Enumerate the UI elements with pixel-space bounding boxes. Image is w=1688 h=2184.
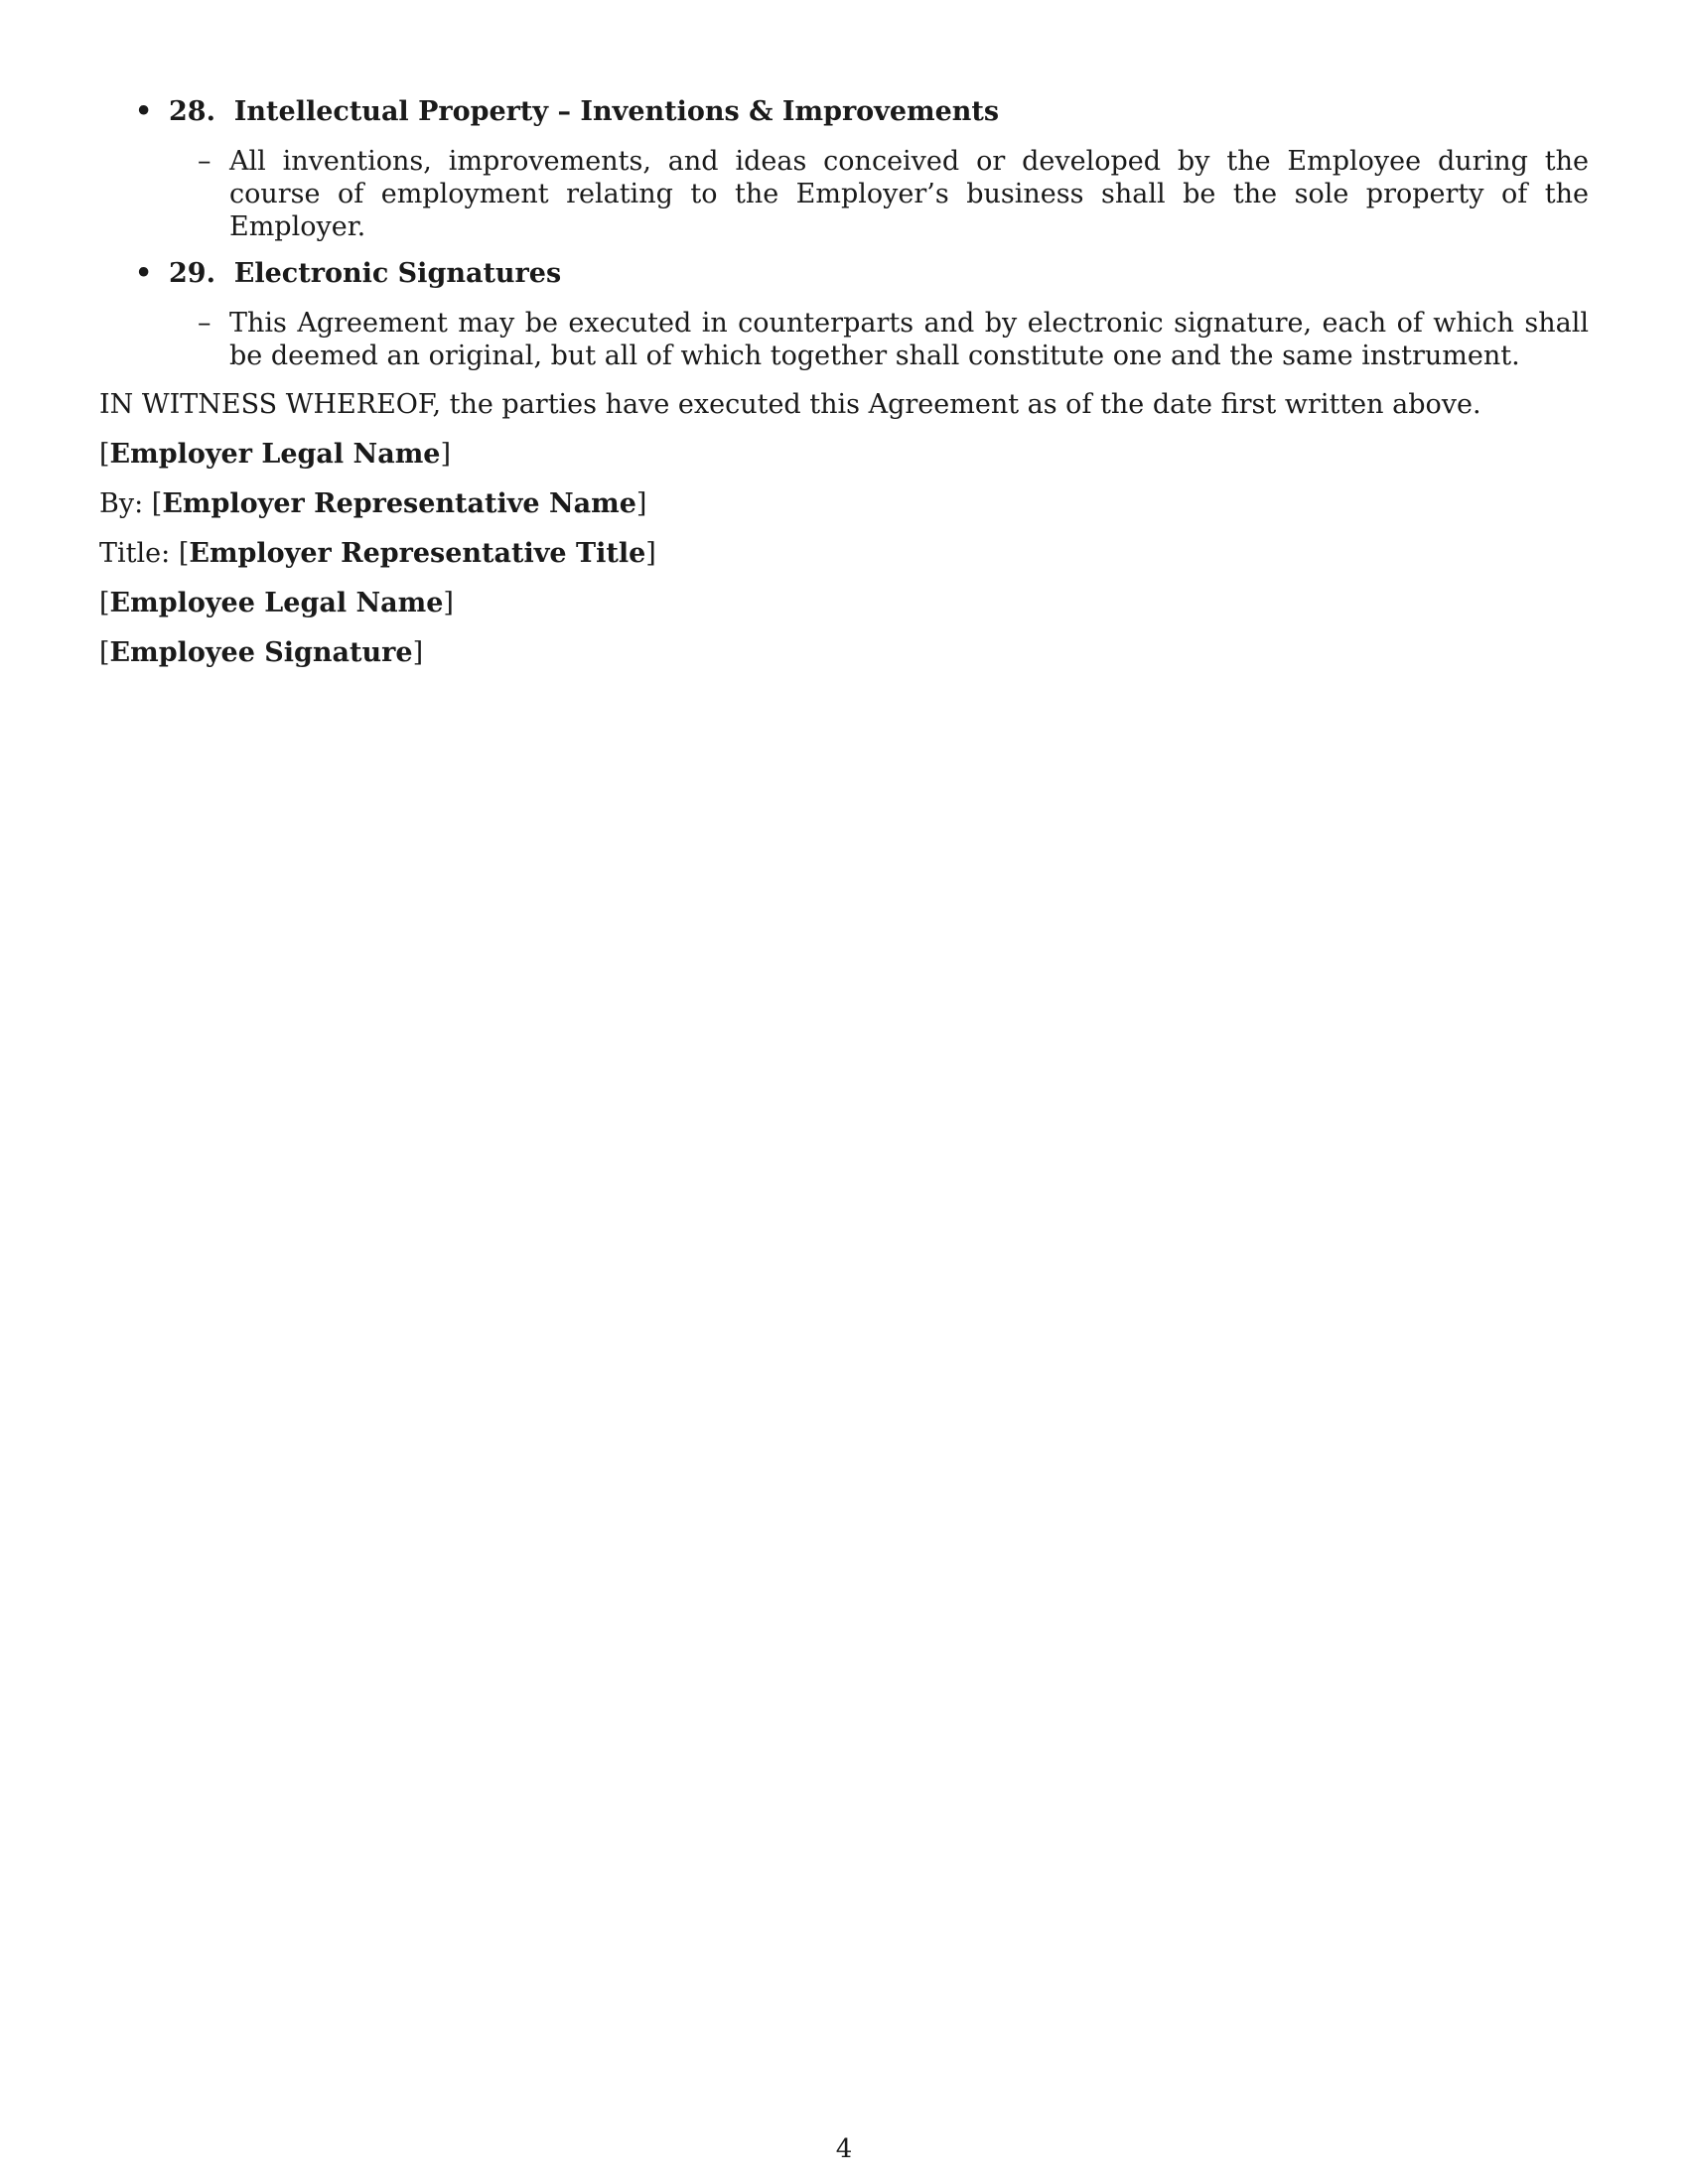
bracket-close: ] xyxy=(440,439,451,470)
employer-title-line xyxy=(99,537,1589,570)
section-sub-item xyxy=(169,307,1589,372)
bullet-glyph: • xyxy=(135,96,153,127)
section-sub-list xyxy=(169,145,1589,243)
employer-name-line xyxy=(99,438,1589,471)
section-heading xyxy=(169,257,1589,290)
bracket-close: ] xyxy=(635,488,647,519)
document-page xyxy=(99,95,1589,686)
section-sub-item xyxy=(169,145,1589,243)
section-number: 28. xyxy=(169,96,215,127)
by-label: By: xyxy=(99,488,144,519)
dash-glyph: – xyxy=(198,308,211,339)
employer-name: Employer Legal Name xyxy=(109,439,441,470)
employer-rep-name: Employer Representative Name xyxy=(162,488,636,519)
bracket-close: ] xyxy=(645,538,656,569)
bracket-open: [ xyxy=(178,538,190,569)
section-heading xyxy=(169,95,1589,128)
section-sub-text: All inventions, improvements, and ideas conceived or developed by the Employee during the course of employment relating to the Employer’s business shall be the sole property of the Employer. xyxy=(229,146,1589,242)
section-title: Intellectual Property – Inventions & Improvements xyxy=(233,96,1000,127)
employee-name: Employee Legal Name xyxy=(109,588,444,618)
section-sub-list xyxy=(169,307,1589,372)
bracket-open: [ xyxy=(99,637,110,668)
section-sub-text: This Agreement may be executed in counterparts and by electronic signature, each of which shall be deemed an original, but all of which together shall constitute one and the same instrument. xyxy=(229,308,1589,371)
bracket-open: [ xyxy=(151,488,163,519)
section-list xyxy=(99,95,1589,372)
section-title: Electronic Signatures xyxy=(233,258,562,289)
page-number: 4 xyxy=(835,2134,853,2164)
dash-glyph: – xyxy=(198,146,211,177)
employer-rep-title: Employer Representative Title xyxy=(189,538,646,569)
employee-signature-line xyxy=(99,636,1589,669)
section-number: 29. xyxy=(169,258,215,289)
bracket-close: ] xyxy=(443,588,454,618)
bullet-glyph: • xyxy=(135,258,153,289)
bracket-close: ] xyxy=(412,637,424,668)
employee-signature: Employee Signature xyxy=(109,637,413,668)
section-29 xyxy=(99,257,1589,372)
employer-by-line xyxy=(99,487,1589,520)
witness-clause: IN WITNESS WHEREOF, the parties have executed this Agreement as of the date first written above. xyxy=(99,389,1481,420)
bracket-open: [ xyxy=(99,588,110,618)
signature-block xyxy=(99,438,1589,669)
section-28 xyxy=(99,95,1589,243)
bracket-open: [ xyxy=(99,439,110,470)
title-label: Title: xyxy=(99,538,171,569)
employee-name-line xyxy=(99,587,1589,619)
